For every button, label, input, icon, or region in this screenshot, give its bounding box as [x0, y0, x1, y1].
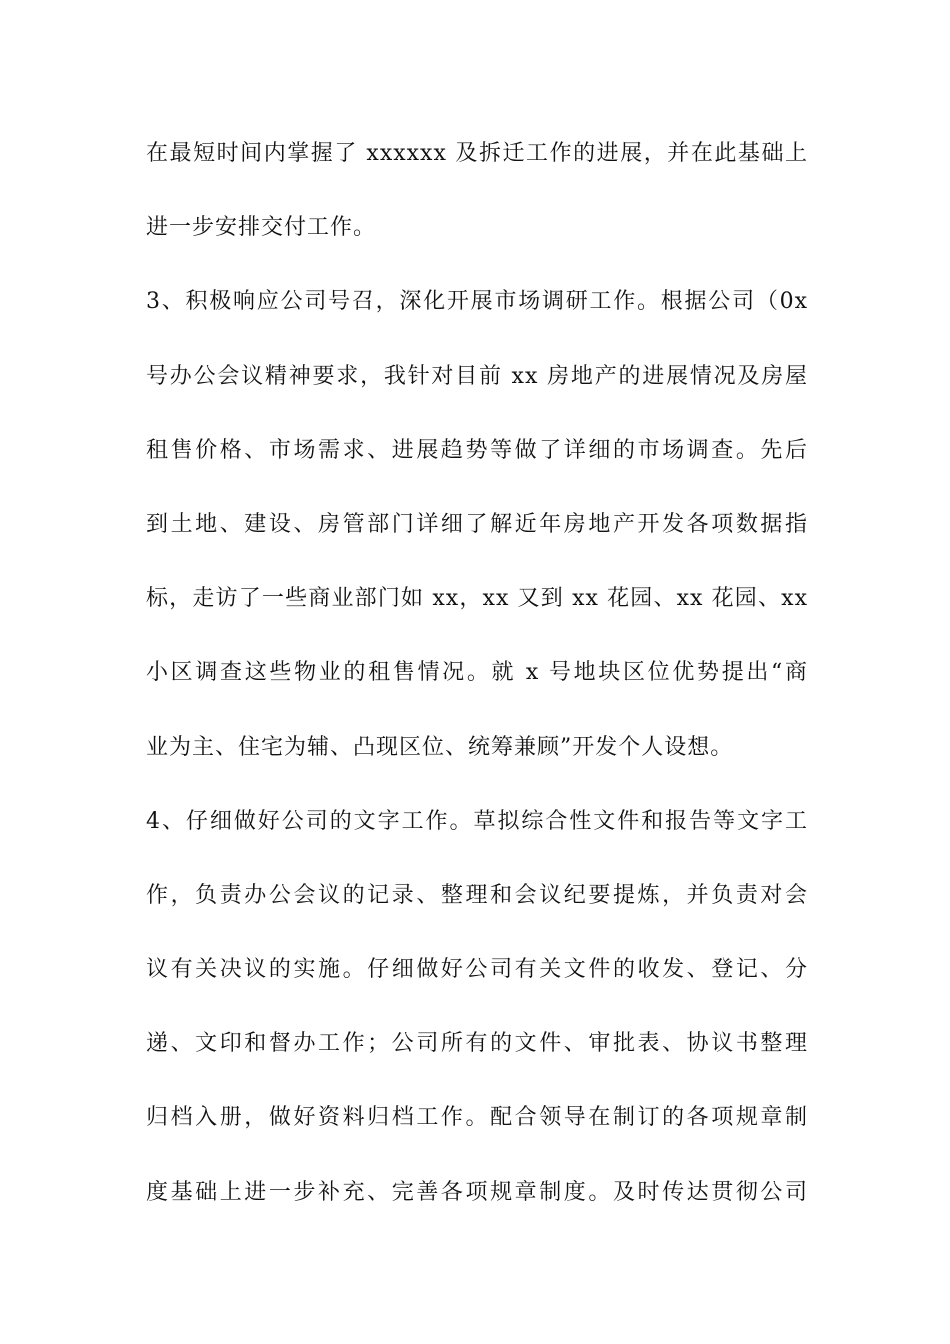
text-line: 3、积极响应公司号召，深化开展市场调研工作。根据公司（0x: [146, 289, 808, 315]
text-line: 度基础上进一步补充、完善各项规章制度。及时传达贯彻公司: [146, 1179, 808, 1205]
text-line: 号办公会议精神要求，我针对目前 xx 房地产的进展情况及房屋: [146, 363, 808, 389]
text-line: 作，负责办公会议的记录、整理和会议纪要提炼，并负责对会: [146, 882, 808, 908]
text-line: 归档入册，做好资料归档工作。配合领导在制订的各项规章制: [146, 1105, 808, 1131]
text-line: 递、文印和督办工作；公司所有的文件、审批表、协议书整理: [146, 1031, 808, 1057]
text-line: 小区调查这些物业的租售情况。就 x 号地块区位优势提出“商: [146, 660, 808, 686]
text-line: 到土地、建设、房管部门详细了解近年房地产开发各项数据指: [146, 511, 808, 537]
text-line: 标，走访了一些商业部门如 xx，xx 又到 xx 花园、xx 花园、xx: [146, 586, 808, 612]
text-line: 在最短时间内掌握了 xxxxxx 及拆迁工作的进展，并在此基础上: [146, 141, 808, 166]
text-line: 议有关决议的实施。仔细做好公司有关文件的收发、登记、分: [146, 957, 808, 983]
text-line: 进一步安排交付工作。: [146, 215, 377, 241]
text-line: 4、仔细做好公司的文字工作。草拟综合性文件和报告等文字工: [146, 808, 808, 834]
text-line: 租售价格、市场需求、进展趋势等做了详细的市场调查。先后: [146, 437, 808, 463]
text-line: 业为主、住宅为辅、凸现区位、统筹兼顾”开发个人设想。: [146, 734, 734, 760]
document-body: [146, 132, 808, 1245]
